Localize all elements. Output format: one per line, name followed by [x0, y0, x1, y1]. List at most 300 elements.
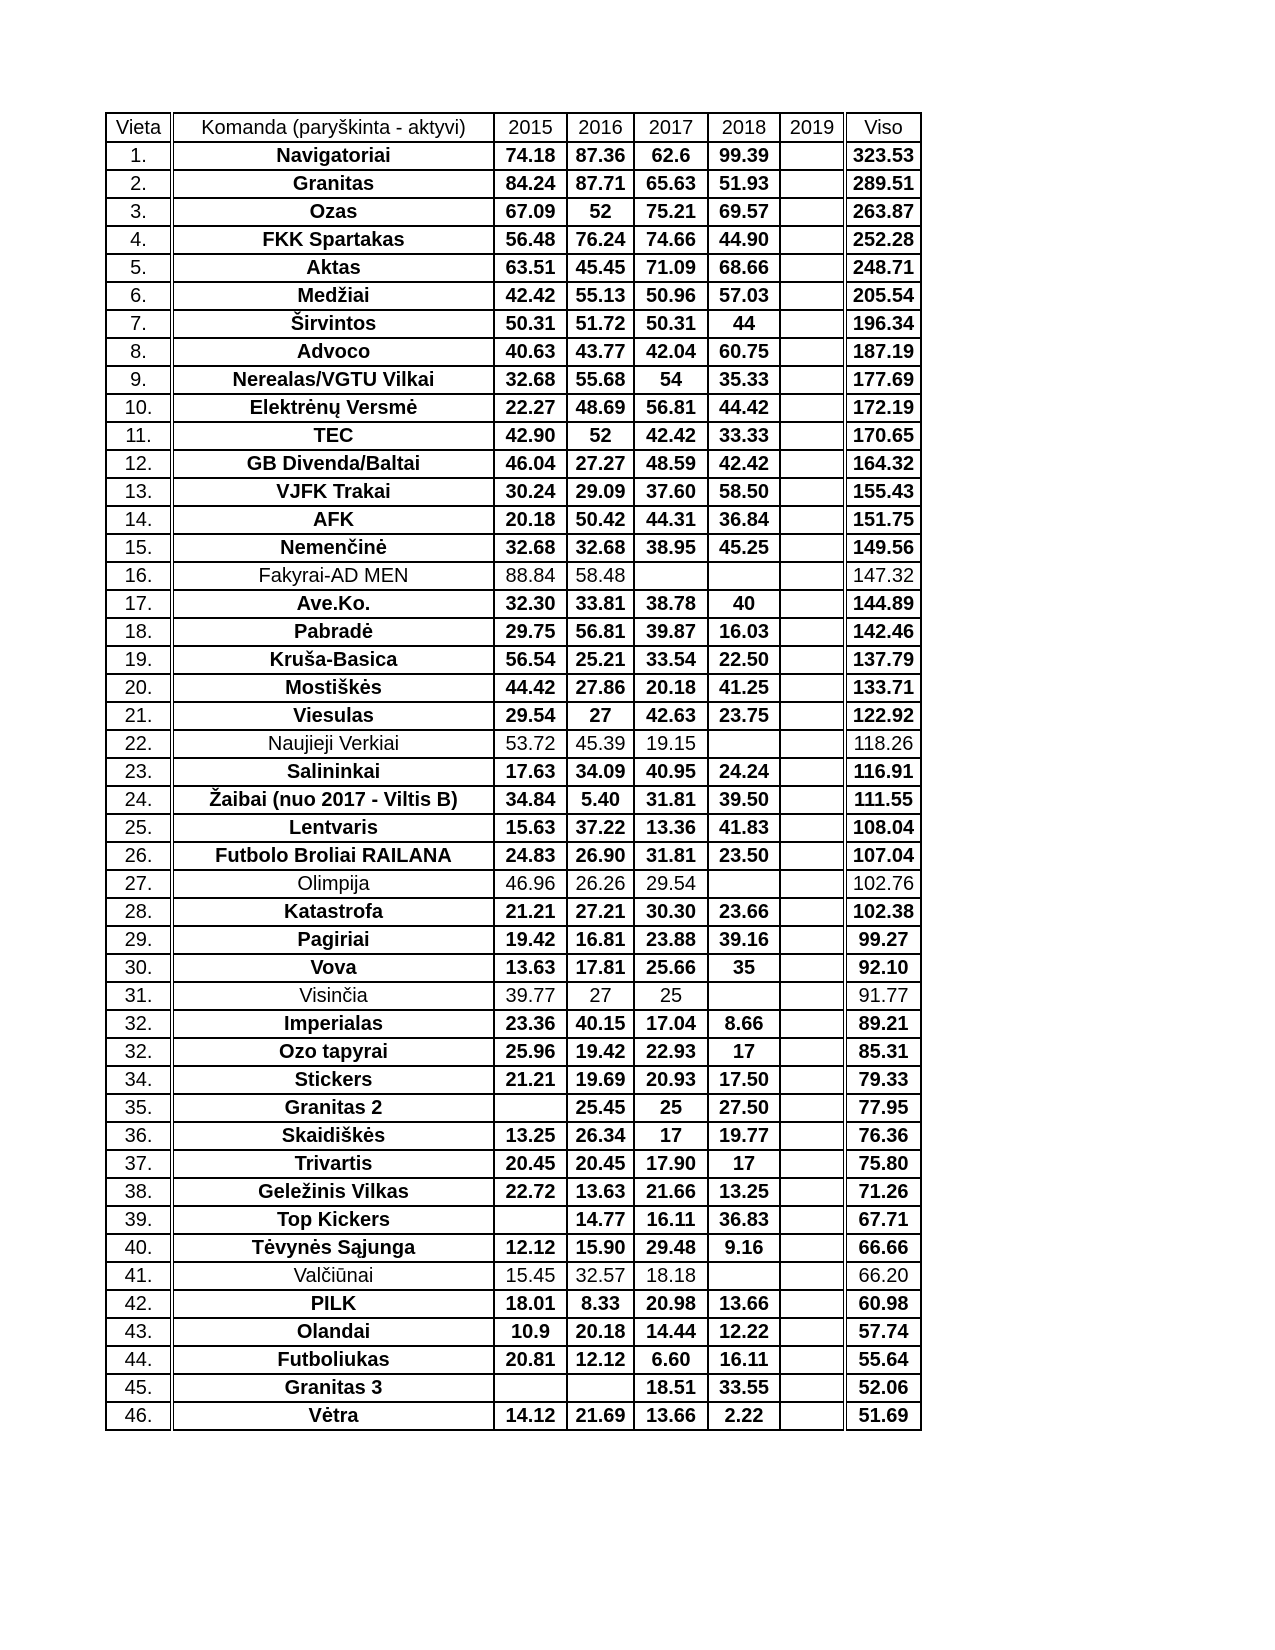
- place-cell: 18.: [106, 618, 172, 646]
- score-2018-cell: 23.75: [708, 702, 780, 730]
- score-2018-cell: 44: [708, 310, 780, 338]
- score-2016-cell: 17.81: [567, 954, 634, 982]
- score-2015-cell: 46.96: [494, 870, 567, 898]
- score-2019-cell: [780, 1234, 845, 1262]
- team-cell: Nerealas/VGTU Vilkai: [172, 366, 494, 394]
- score-2015-cell: 24.83: [494, 842, 567, 870]
- score-2016-cell: 20.45: [567, 1150, 634, 1178]
- place-cell: 39.: [106, 1206, 172, 1234]
- score-2018-cell: [708, 982, 780, 1010]
- score-2017-cell: 71.09: [634, 254, 708, 282]
- total-cell: 107.04: [845, 842, 921, 870]
- score-2017-cell: 13.36: [634, 814, 708, 842]
- total-cell: 76.36: [845, 1122, 921, 1150]
- score-2018-cell: 13.25: [708, 1178, 780, 1206]
- score-2015-cell: 23.36: [494, 1010, 567, 1038]
- score-2019-cell: [780, 1262, 845, 1290]
- score-2015-cell: 13.63: [494, 954, 567, 982]
- score-2018-cell: 39.16: [708, 926, 780, 954]
- score-2015-cell: 25.96: [494, 1038, 567, 1066]
- score-2016-cell: 51.72: [567, 310, 634, 338]
- total-cell: 66.66: [845, 1234, 921, 1262]
- table-row: [106, 282, 921, 310]
- score-2016-cell: 26.90: [567, 842, 634, 870]
- table-row: [106, 1290, 921, 1318]
- score-2018-cell: 17: [708, 1038, 780, 1066]
- score-2015-cell: 29.54: [494, 702, 567, 730]
- score-2015-cell: 88.84: [494, 562, 567, 590]
- score-2017-cell: 54: [634, 366, 708, 394]
- score-2019-cell: [780, 926, 845, 954]
- score-2018-cell: 24.24: [708, 758, 780, 786]
- team-cell: Futbolo Broliai RAILANA: [172, 842, 494, 870]
- place-cell: 9.: [106, 366, 172, 394]
- team-cell: Medžiai: [172, 282, 494, 310]
- team-cell: Visinčia: [172, 982, 494, 1010]
- score-2017-cell: 17: [634, 1122, 708, 1150]
- score-2016-cell: 45.45: [567, 254, 634, 282]
- team-cell: Valčiūnai: [172, 1262, 494, 1290]
- total-cell: 67.71: [845, 1206, 921, 1234]
- score-2017-cell: [634, 562, 708, 590]
- table-row: [106, 142, 921, 170]
- team-cell: Nemenčinė: [172, 534, 494, 562]
- place-cell: 15.: [106, 534, 172, 562]
- score-2019-cell: [780, 618, 845, 646]
- table-row: [106, 1374, 921, 1402]
- score-2017-cell: 22.93: [634, 1038, 708, 1066]
- team-cell: Granitas 2: [172, 1094, 494, 1122]
- score-2018-cell: 33.55: [708, 1374, 780, 1402]
- score-2017-cell: 42.63: [634, 702, 708, 730]
- score-2016-cell: 55.68: [567, 366, 634, 394]
- total-cell: 323.53: [845, 142, 921, 170]
- score-2017-cell: 25: [634, 1094, 708, 1122]
- total-cell: 142.46: [845, 618, 921, 646]
- total-cell: 170.65: [845, 422, 921, 450]
- score-2018-cell: 44.90: [708, 226, 780, 254]
- score-2015-cell: 32.68: [494, 366, 567, 394]
- score-2018-cell: 23.66: [708, 898, 780, 926]
- table-row: [106, 310, 921, 338]
- team-cell: Vėtra: [172, 1402, 494, 1430]
- total-cell: 151.75: [845, 506, 921, 534]
- score-2019-cell: [780, 870, 845, 898]
- score-2016-cell: 27.21: [567, 898, 634, 926]
- score-2015-cell: 56.48: [494, 226, 567, 254]
- score-2018-cell: 36.84: [708, 506, 780, 534]
- team-cell: PILK: [172, 1290, 494, 1318]
- score-2017-cell: 20.18: [634, 674, 708, 702]
- score-2018-cell: 99.39: [708, 142, 780, 170]
- score-2019-cell: [780, 534, 845, 562]
- team-cell: TEC: [172, 422, 494, 450]
- score-2019-cell: [780, 450, 845, 478]
- score-2017-cell: 23.88: [634, 926, 708, 954]
- team-cell: GB Divenda/Baltai: [172, 450, 494, 478]
- score-2015-cell: 67.09: [494, 198, 567, 226]
- total-cell: 263.87: [845, 198, 921, 226]
- table-row: [106, 1122, 921, 1150]
- place-cell: 17.: [106, 590, 172, 618]
- score-2015-cell: 21.21: [494, 1066, 567, 1094]
- score-2017-cell: 14.44: [634, 1318, 708, 1346]
- header-2019: 2019: [780, 113, 845, 142]
- score-2019-cell: [780, 646, 845, 674]
- score-2015-cell: 56.54: [494, 646, 567, 674]
- place-cell: 24.: [106, 786, 172, 814]
- total-cell: 77.95: [845, 1094, 921, 1122]
- score-2015-cell: 40.63: [494, 338, 567, 366]
- table-row: [106, 730, 921, 758]
- header-team: Komanda (paryškinta - aktyvi): [172, 113, 494, 142]
- score-2015-cell: 50.31: [494, 310, 567, 338]
- score-2017-cell: 74.66: [634, 226, 708, 254]
- place-cell: 32.: [106, 1010, 172, 1038]
- total-cell: 99.27: [845, 926, 921, 954]
- total-cell: 177.69: [845, 366, 921, 394]
- score-2016-cell: 34.09: [567, 758, 634, 786]
- score-2019-cell: [780, 982, 845, 1010]
- score-2018-cell: 33.33: [708, 422, 780, 450]
- score-2016-cell: 48.69: [567, 394, 634, 422]
- score-2017-cell: 25: [634, 982, 708, 1010]
- total-cell: 79.33: [845, 1066, 921, 1094]
- score-2016-cell: 27.86: [567, 674, 634, 702]
- score-2017-cell: 50.31: [634, 310, 708, 338]
- score-2018-cell: 51.93: [708, 170, 780, 198]
- place-cell: 20.: [106, 674, 172, 702]
- score-2017-cell: 19.15: [634, 730, 708, 758]
- score-2017-cell: 20.93: [634, 1066, 708, 1094]
- score-2018-cell: [708, 1262, 780, 1290]
- total-cell: 205.54: [845, 282, 921, 310]
- place-cell: 12.: [106, 450, 172, 478]
- score-2016-cell: 26.34: [567, 1122, 634, 1150]
- score-2019-cell: [780, 1094, 845, 1122]
- score-2016-cell: 12.12: [567, 1346, 634, 1374]
- team-cell: Olandai: [172, 1318, 494, 1346]
- score-2018-cell: 57.03: [708, 282, 780, 310]
- place-cell: 2.: [106, 170, 172, 198]
- score-2015-cell: 30.24: [494, 478, 567, 506]
- score-2015-cell: [494, 1206, 567, 1234]
- total-cell: 144.89: [845, 590, 921, 618]
- score-2018-cell: 35.33: [708, 366, 780, 394]
- score-2018-cell: 8.66: [708, 1010, 780, 1038]
- score-2019-cell: [780, 954, 845, 982]
- score-2016-cell: 25.45: [567, 1094, 634, 1122]
- score-2018-cell: 36.83: [708, 1206, 780, 1234]
- table-row: [106, 758, 921, 786]
- total-cell: 60.98: [845, 1290, 921, 1318]
- place-cell: 16.: [106, 562, 172, 590]
- table-row: [106, 814, 921, 842]
- score-2017-cell: 38.78: [634, 590, 708, 618]
- score-2016-cell: 87.36: [567, 142, 634, 170]
- table-row: [106, 1206, 921, 1234]
- score-2017-cell: 13.66: [634, 1402, 708, 1430]
- score-2015-cell: 22.27: [494, 394, 567, 422]
- table-row: [106, 1066, 921, 1094]
- score-2015-cell: 29.75: [494, 618, 567, 646]
- total-cell: 133.71: [845, 674, 921, 702]
- score-2019-cell: [780, 226, 845, 254]
- score-2016-cell: 19.69: [567, 1066, 634, 1094]
- score-2019-cell: [780, 562, 845, 590]
- team-cell: Elektrėnų Versmė: [172, 394, 494, 422]
- score-2018-cell: 45.25: [708, 534, 780, 562]
- place-cell: 31.: [106, 982, 172, 1010]
- score-2019-cell: [780, 1178, 845, 1206]
- table-row: [106, 982, 921, 1010]
- place-cell: 34.: [106, 1066, 172, 1094]
- score-2017-cell: 56.81: [634, 394, 708, 422]
- total-cell: 187.19: [845, 338, 921, 366]
- score-2019-cell: [780, 1318, 845, 1346]
- score-2017-cell: 16.11: [634, 1206, 708, 1234]
- total-cell: 172.19: [845, 394, 921, 422]
- team-cell: FKK Spartakas: [172, 226, 494, 254]
- total-cell: 252.28: [845, 226, 921, 254]
- place-cell: 5.: [106, 254, 172, 282]
- total-cell: 75.80: [845, 1150, 921, 1178]
- score-2018-cell: [708, 562, 780, 590]
- table-row: [106, 1038, 921, 1066]
- place-cell: 21.: [106, 702, 172, 730]
- score-2018-cell: 68.66: [708, 254, 780, 282]
- score-2019-cell: [780, 786, 845, 814]
- score-2016-cell: 56.81: [567, 618, 634, 646]
- score-2015-cell: 42.90: [494, 422, 567, 450]
- score-2016-cell: 15.90: [567, 1234, 634, 1262]
- place-cell: 6.: [106, 282, 172, 310]
- score-2016-cell: 33.81: [567, 590, 634, 618]
- place-cell: 19.: [106, 646, 172, 674]
- score-2015-cell: 63.51: [494, 254, 567, 282]
- score-2019-cell: [780, 674, 845, 702]
- total-cell: 102.76: [845, 870, 921, 898]
- score-2015-cell: 74.18: [494, 142, 567, 170]
- score-2017-cell: 31.81: [634, 786, 708, 814]
- score-2018-cell: 41.25: [708, 674, 780, 702]
- team-cell: Pabradė: [172, 618, 494, 646]
- score-2016-cell: 14.77: [567, 1206, 634, 1234]
- total-cell: 289.51: [845, 170, 921, 198]
- team-cell: Tėvynės Sąjunga: [172, 1234, 494, 1262]
- table-row: [106, 506, 921, 534]
- score-2017-cell: 17.90: [634, 1150, 708, 1178]
- score-2018-cell: 58.50: [708, 478, 780, 506]
- score-2019-cell: [780, 338, 845, 366]
- score-2017-cell: 42.04: [634, 338, 708, 366]
- score-2019-cell: [780, 730, 845, 758]
- score-2019-cell: [780, 1402, 845, 1430]
- score-2016-cell: 45.39: [567, 730, 634, 758]
- place-cell: 25.: [106, 814, 172, 842]
- team-cell: Širvintos: [172, 310, 494, 338]
- score-2018-cell: 22.50: [708, 646, 780, 674]
- score-2017-cell: 44.31: [634, 506, 708, 534]
- score-2019-cell: [780, 422, 845, 450]
- team-cell: Skaidiškės: [172, 1122, 494, 1150]
- score-2017-cell: 40.95: [634, 758, 708, 786]
- table-row: [106, 1094, 921, 1122]
- score-2016-cell: 87.71: [567, 170, 634, 198]
- score-2016-cell: 76.24: [567, 226, 634, 254]
- total-cell: 52.06: [845, 1374, 921, 1402]
- score-2016-cell: 52: [567, 198, 634, 226]
- place-cell: 22.: [106, 730, 172, 758]
- score-2018-cell: 2.22: [708, 1402, 780, 1430]
- score-2016-cell: 19.42: [567, 1038, 634, 1066]
- score-2018-cell: 17.50: [708, 1066, 780, 1094]
- score-2015-cell: 39.77: [494, 982, 567, 1010]
- total-cell: 91.77: [845, 982, 921, 1010]
- score-2017-cell: 65.63: [634, 170, 708, 198]
- table-row: [106, 618, 921, 646]
- score-2015-cell: 34.84: [494, 786, 567, 814]
- header-row: [106, 113, 921, 142]
- score-2016-cell: 27: [567, 702, 634, 730]
- score-2018-cell: 39.50: [708, 786, 780, 814]
- team-cell: Vova: [172, 954, 494, 982]
- score-2015-cell: 20.18: [494, 506, 567, 534]
- score-2016-cell: 21.69: [567, 1402, 634, 1430]
- score-2015-cell: 19.42: [494, 926, 567, 954]
- team-cell: Naujieji Verkiai: [172, 730, 494, 758]
- total-cell: 164.32: [845, 450, 921, 478]
- team-cell: Trivartis: [172, 1150, 494, 1178]
- score-2015-cell: 20.81: [494, 1346, 567, 1374]
- score-2016-cell: 8.33: [567, 1290, 634, 1318]
- score-2016-cell: [567, 1374, 634, 1402]
- table-row: [106, 562, 921, 590]
- total-cell: 111.55: [845, 786, 921, 814]
- table-row: [106, 674, 921, 702]
- team-cell: Fakyrai-AD MEN: [172, 562, 494, 590]
- score-2016-cell: 32.68: [567, 534, 634, 562]
- score-2019-cell: [780, 1150, 845, 1178]
- header-place: Vieta: [106, 113, 172, 142]
- team-cell: Olimpija: [172, 870, 494, 898]
- score-2015-cell: 21.21: [494, 898, 567, 926]
- score-2019-cell: [780, 702, 845, 730]
- table-row: [106, 1262, 921, 1290]
- score-2016-cell: 55.13: [567, 282, 634, 310]
- place-cell: 7.: [106, 310, 172, 338]
- team-cell: Stickers: [172, 1066, 494, 1094]
- team-cell: Katastrofa: [172, 898, 494, 926]
- total-cell: 122.92: [845, 702, 921, 730]
- score-2017-cell: 29.48: [634, 1234, 708, 1262]
- place-cell: 27.: [106, 870, 172, 898]
- score-2017-cell: 25.66: [634, 954, 708, 982]
- place-cell: 8.: [106, 338, 172, 366]
- score-2018-cell: 60.75: [708, 338, 780, 366]
- table-row: [106, 1178, 921, 1206]
- total-cell: 149.56: [845, 534, 921, 562]
- place-cell: 30.: [106, 954, 172, 982]
- score-2015-cell: 42.42: [494, 282, 567, 310]
- score-2017-cell: 20.98: [634, 1290, 708, 1318]
- score-2017-cell: 21.66: [634, 1178, 708, 1206]
- team-cell: Ozas: [172, 198, 494, 226]
- score-2019-cell: [780, 366, 845, 394]
- score-2017-cell: 62.6: [634, 142, 708, 170]
- place-cell: 3.: [106, 198, 172, 226]
- score-2019-cell: [780, 1374, 845, 1402]
- score-2018-cell: 44.42: [708, 394, 780, 422]
- score-2019-cell: [780, 1038, 845, 1066]
- team-cell: Viesulas: [172, 702, 494, 730]
- place-cell: 36.: [106, 1122, 172, 1150]
- place-cell: 14.: [106, 506, 172, 534]
- score-2018-cell: 9.16: [708, 1234, 780, 1262]
- team-cell: Futboliukas: [172, 1346, 494, 1374]
- table-row: [106, 1234, 921, 1262]
- header-total: Viso: [845, 113, 921, 142]
- score-2016-cell: 40.15: [567, 1010, 634, 1038]
- team-cell: Granitas: [172, 170, 494, 198]
- place-cell: 1.: [106, 142, 172, 170]
- team-cell: Granitas 3: [172, 1374, 494, 1402]
- score-2018-cell: 41.83: [708, 814, 780, 842]
- score-2018-cell: 27.50: [708, 1094, 780, 1122]
- total-cell: 55.64: [845, 1346, 921, 1374]
- table-row: [106, 254, 921, 282]
- place-cell: 29.: [106, 926, 172, 954]
- score-2018-cell: 40: [708, 590, 780, 618]
- score-2016-cell: 52: [567, 422, 634, 450]
- table-row: [106, 954, 921, 982]
- score-2017-cell: 30.30: [634, 898, 708, 926]
- total-cell: 89.21: [845, 1010, 921, 1038]
- place-cell: 13.: [106, 478, 172, 506]
- standings-table: [105, 112, 922, 1431]
- score-2019-cell: [780, 142, 845, 170]
- score-2015-cell: 13.25: [494, 1122, 567, 1150]
- score-2015-cell: [494, 1094, 567, 1122]
- score-2017-cell: 33.54: [634, 646, 708, 674]
- table-row: [106, 450, 921, 478]
- place-cell: 4.: [106, 226, 172, 254]
- header-2016: 2016: [567, 113, 634, 142]
- score-2016-cell: 27.27: [567, 450, 634, 478]
- score-2015-cell: 32.30: [494, 590, 567, 618]
- score-2018-cell: 16.03: [708, 618, 780, 646]
- score-2019-cell: [780, 506, 845, 534]
- place-cell: 40.: [106, 1234, 172, 1262]
- team-cell: Aktas: [172, 254, 494, 282]
- header-2017: 2017: [634, 113, 708, 142]
- table-row: [106, 926, 921, 954]
- table-row: [106, 226, 921, 254]
- score-2016-cell: 5.40: [567, 786, 634, 814]
- score-2019-cell: [780, 1346, 845, 1374]
- team-cell: Salininkai: [172, 758, 494, 786]
- table-row: [106, 786, 921, 814]
- team-cell: Top Kickers: [172, 1206, 494, 1234]
- score-2015-cell: 53.72: [494, 730, 567, 758]
- score-2019-cell: [780, 842, 845, 870]
- table-row: [106, 198, 921, 226]
- table-row: [106, 338, 921, 366]
- score-2015-cell: 22.72: [494, 1178, 567, 1206]
- place-cell: 23.: [106, 758, 172, 786]
- score-2016-cell: 13.63: [567, 1178, 634, 1206]
- score-2018-cell: 17: [708, 1150, 780, 1178]
